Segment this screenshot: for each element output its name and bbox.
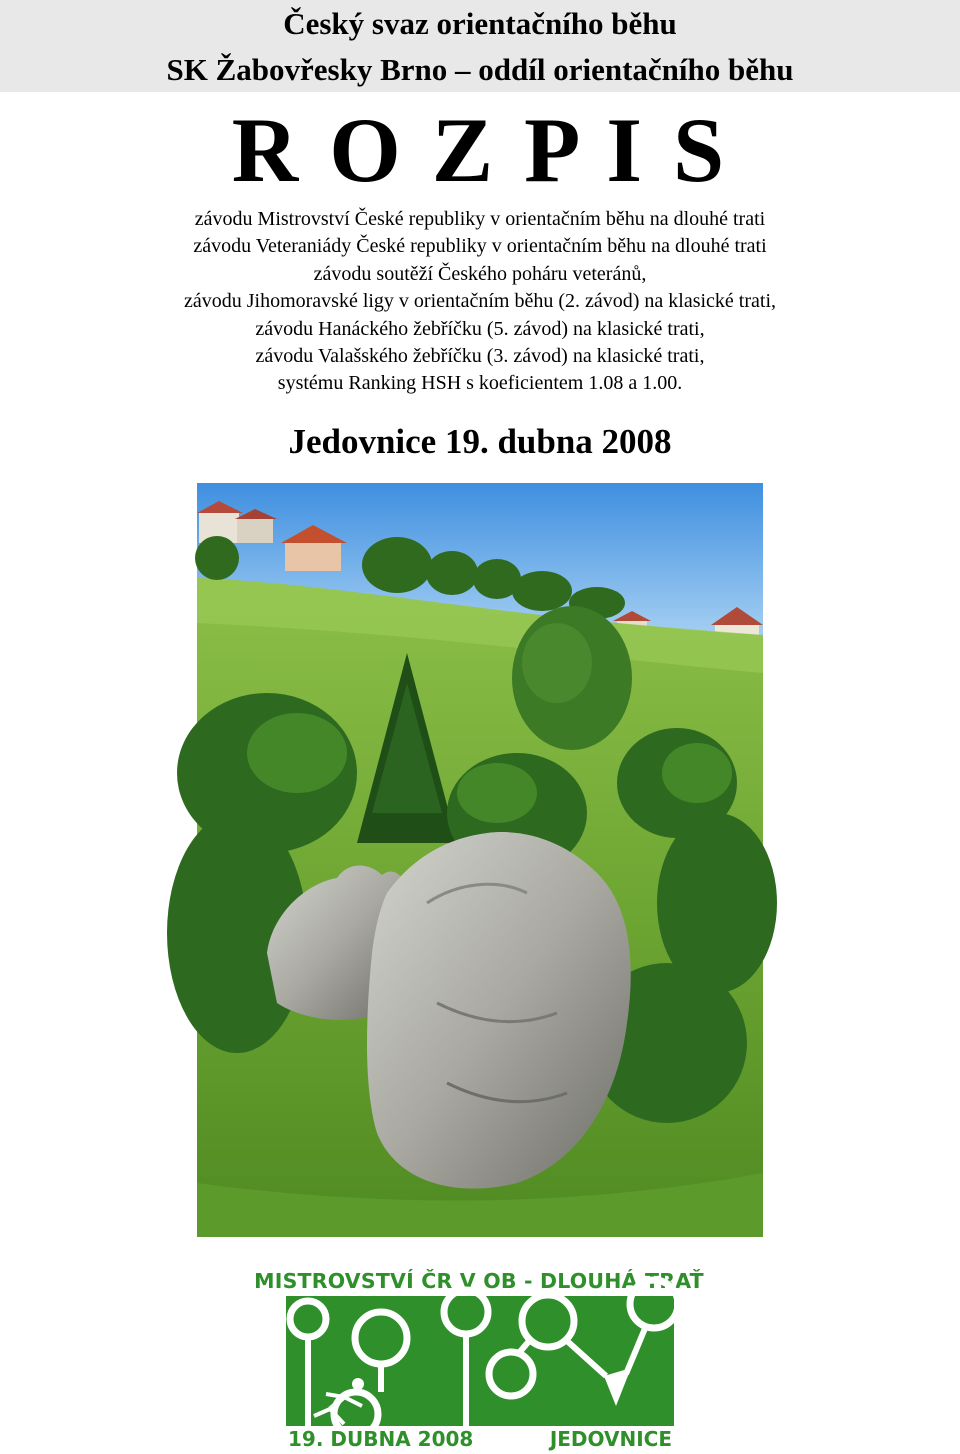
description-line: systému Ranking HSH s koeficientem 1.08 a 1.00.	[277, 372, 683, 395]
organizer-line-2: SK Žabovřesky Brno – oddíl orientačního běhu	[166, 52, 794, 87]
description-line: závodu soutěží Českého poháru veteránů,	[313, 262, 647, 285]
logo-date-text: 19. DUBNA 2008	[288, 1427, 474, 1451]
logo-top-text: MISTROVSTVÍ ČR V OB - DLOUHÁ TRAŤ	[254, 1269, 704, 1293]
document-title: R O Z P I S	[231, 99, 729, 201]
venue-date: Jedovnice 19. dubna 2008	[288, 422, 672, 461]
description-line: závodu Hanáckého žebříčku (5. závod) na klasické trati,	[255, 317, 705, 340]
event-logo	[254, 1264, 704, 1451]
landscape-photo	[197, 483, 763, 1237]
description-line: závodu Valašského žebříčku (3. závod) na klasické trati,	[255, 345, 705, 368]
event-description	[0, 206, 960, 398]
description-line: závodu Veteraniády České republiky v orientačním běhu na dlouhé trati	[193, 235, 767, 258]
organizer-line-1: Český svaz orientačního běhu	[283, 6, 677, 41]
description-line: závodu Mistrovství České republiky v orientačním běhu na dlouhé trati	[194, 208, 766, 230]
logo-place-text: JEDOVNICE	[549, 1427, 672, 1451]
description-line: závodu Jihomoravské ligy v orientačním běhu (2. závod) na klasické trati,	[183, 290, 777, 313]
logo-green-field	[286, 1296, 674, 1426]
